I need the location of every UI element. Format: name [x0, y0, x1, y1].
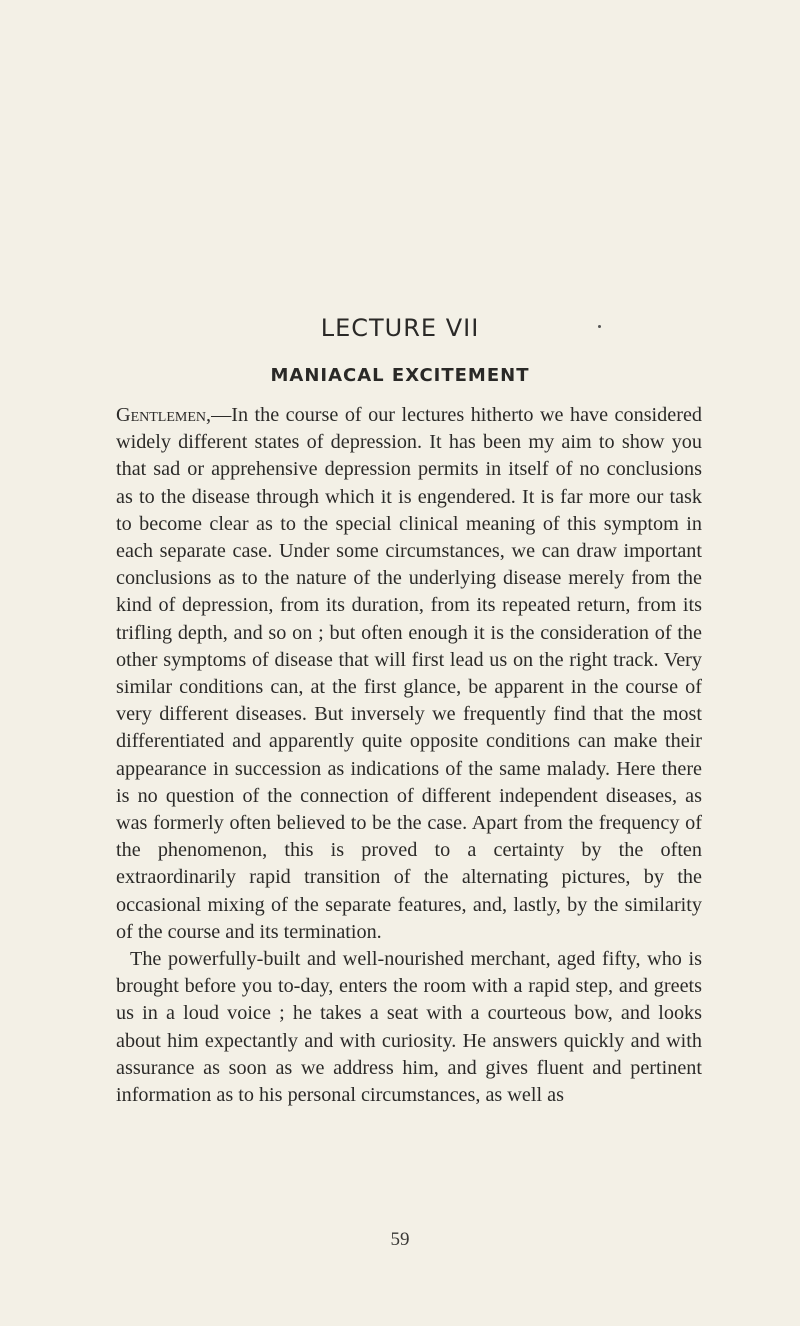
- paragraph-opening: [116, 402, 702, 946]
- paragraph-text: —In the course of our lectures hitherto we have considered widely different states of depression. It has been my aim to show you that sad or apprehensive depression permits in itself of no conclusions as to the disease through which it is engendered. It is far more our task to become clear as to the special clinical meaning of this symptom in each separate case. Under some circumstances, we can draw important conclusions as to the nature of the underlying disease merely from the kind of depression, from its duration, from its repeated return, from its trifling depth, and so on ; but often enough it is the consideration of the other symptoms of disease that will first lead us on the right track. Very similar conditions can, at the first glance, be apparent in the course of very different diseases. But inversely we frequently find that the most differentiated and apparently quite opposite conditions can make their appearance in succession as indications of the same malady. Here there is no question of the connection of different independent diseases, as was formerly often believed to be the case. Apart from the frequency of the phenomenon, this is proved to a certainty by the often extraordinarily rapid transition of the alternating pictures, by the occasional mixing of the separate features, and, lastly, by the similarity of the course and its termination.: [116, 404, 702, 943]
- lecture-subject-heading: MANIACAL EXCITEMENT: [270, 365, 530, 386]
- lecture-heading: LECTURE VII: [320, 314, 480, 342]
- salutation: Gentlemen,: [116, 404, 212, 426]
- page-number: 59: [390, 1229, 410, 1250]
- lecture-body: [116, 402, 702, 1109]
- paragraph-case-description: The powerfully-built and well-nourished merchant, aged fifty, who is brought before you to-day, enters the room with a rapid step, and greets us in a loud voice ; he takes a seat with a courteous bow, and looks about him expectantly and with curiosity. He answers quickly and with assurance as soon as we address him, and gives fluent and pertinent information as to his personal circumstances, as well as: [116, 948, 702, 1107]
- print-speck: [598, 325, 601, 328]
